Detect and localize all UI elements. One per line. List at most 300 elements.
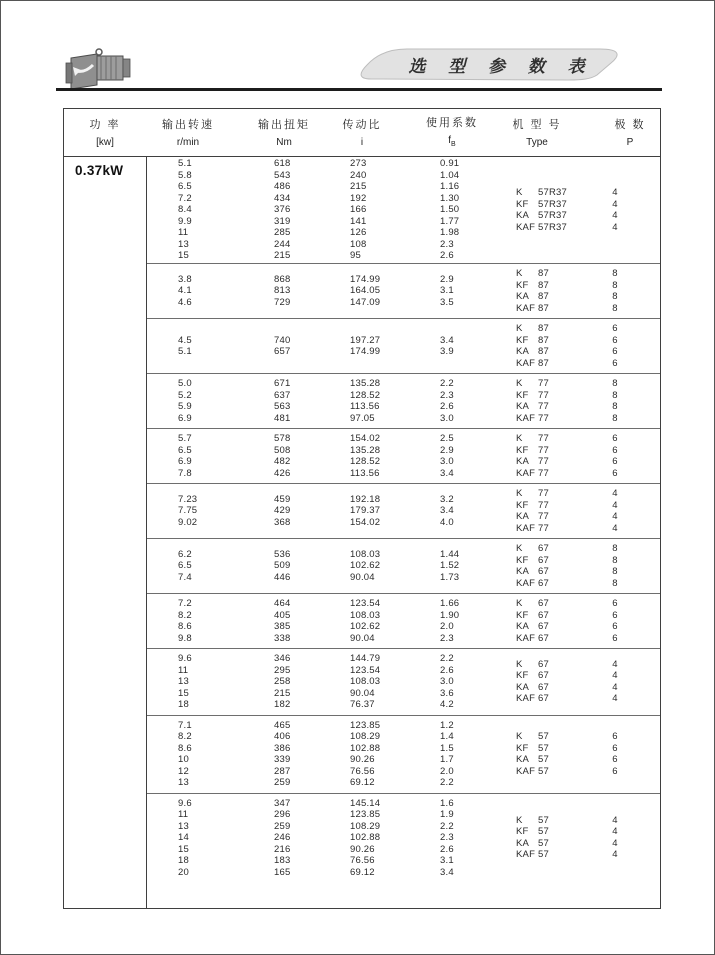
type-prefix: KA — [516, 681, 530, 693]
speed-cell — [178, 594, 192, 648]
speed-value: 6.5 — [178, 444, 192, 456]
ratio-value: 108.03 — [350, 676, 381, 687]
type-prefix: KF — [516, 826, 529, 838]
torque-value: 258 — [274, 676, 291, 687]
type-prefix: KF — [516, 670, 529, 682]
ratio-value: 76.56 — [350, 765, 375, 777]
ratio-value: 135.28 — [350, 378, 381, 389]
poles-cell — [595, 374, 635, 428]
type-size: 57 — [538, 826, 549, 838]
ratio-value: 113.56 — [350, 467, 380, 479]
ratio-value: 102.62 — [350, 621, 381, 632]
poles-value: 4 — [612, 221, 618, 233]
factor-value: 2.2 — [440, 820, 454, 832]
type-cell — [516, 716, 549, 793]
speed-value: 9.8 — [178, 632, 192, 644]
speed-cell — [178, 794, 192, 883]
type-value — [516, 578, 549, 590]
ratio-cell — [350, 157, 366, 263]
type-value — [516, 268, 549, 280]
torque-cell — [274, 157, 290, 263]
type-size: 67 — [538, 577, 549, 589]
torque-cell — [274, 716, 290, 793]
torque-value: 618 — [274, 158, 291, 170]
type-value — [516, 390, 549, 402]
factor-value: 1.9 — [440, 809, 454, 820]
type-size: 77 — [538, 444, 549, 456]
speed-cell — [178, 264, 192, 318]
type-value — [516, 610, 549, 622]
speed-value: 5.9 — [178, 401, 192, 412]
torque-value: 183 — [274, 855, 291, 866]
ratio-value: 113.56 — [350, 401, 380, 412]
col-header-factor — [426, 109, 478, 156]
speed-cell — [178, 319, 192, 373]
factor-value: 3.0 — [440, 412, 454, 424]
type-value — [516, 566, 549, 578]
torque-value: 165 — [274, 866, 291, 878]
type-size: 77 — [538, 488, 549, 499]
factor-value: 2.3 — [440, 389, 454, 401]
type-prefix: KA — [516, 511, 530, 522]
type-size: 57 — [538, 814, 549, 826]
poles-value: 4 — [612, 499, 618, 511]
poles-value: 6 — [612, 323, 618, 334]
poles-value: 8 — [612, 279, 618, 291]
poles-value: 4 — [612, 681, 618, 693]
type-value — [516, 187, 567, 199]
factor-value: 1.66 — [440, 598, 460, 609]
speed-value: 9.9 — [178, 215, 192, 227]
factor-value: 2.2 — [440, 777, 454, 788]
type-prefix: KA — [516, 837, 530, 849]
type-value — [516, 543, 549, 555]
factor-value: 1.16 — [440, 181, 460, 193]
type-prefix: KAF — [516, 221, 536, 233]
gearmotor-photo-icon — [63, 43, 137, 93]
factor-cell — [440, 429, 454, 483]
speed-value: 7.23 — [178, 493, 198, 505]
type-prefix: KF — [516, 742, 529, 754]
factor-value: 3.0 — [440, 676, 454, 687]
type-value — [516, 621, 549, 633]
type-value — [516, 488, 549, 500]
torque-value: 482 — [274, 456, 291, 467]
factor-value: 2.3 — [440, 632, 454, 644]
type-value — [516, 598, 549, 610]
torque-value: 244 — [274, 238, 291, 250]
ratio-value: 108.03 — [350, 609, 381, 621]
type-value — [516, 766, 549, 778]
torque-value: 637 — [274, 389, 291, 401]
poles-value: 4 — [612, 837, 618, 849]
torque-value: 259 — [274, 820, 291, 832]
factor-cell — [440, 264, 454, 318]
speed-value: 6.2 — [178, 548, 192, 560]
ratio-value: 145.14 — [350, 797, 381, 809]
factor-value: 1.73 — [440, 571, 460, 583]
factor-value: 3.4 — [440, 334, 454, 346]
poles-cell — [595, 264, 635, 318]
torque-value: 813 — [274, 285, 291, 297]
torque-value: 347 — [274, 797, 291, 809]
speed-cell — [178, 484, 197, 538]
poles-cell — [595, 157, 635, 263]
type-prefix: KF — [516, 499, 529, 511]
speed-value: 3.8 — [178, 273, 192, 285]
header-rule — [56, 88, 662, 91]
speed-value: 12 — [178, 765, 189, 777]
factor-value: 2.3 — [440, 832, 454, 843]
type-prefix: KA — [516, 456, 530, 467]
type-value — [516, 731, 549, 743]
speed-value: 13 — [178, 238, 189, 250]
type-size: 67 — [538, 632, 549, 644]
type-value — [516, 413, 549, 425]
torque-cell — [274, 649, 290, 715]
factor-value: 1.77 — [440, 215, 460, 227]
type-value — [516, 743, 549, 755]
ratio-value: 108.29 — [350, 731, 381, 742]
torque-value: 578 — [274, 433, 291, 444]
parameter-block — [147, 157, 660, 263]
torque-value: 426 — [274, 467, 291, 479]
torque-value: 405 — [274, 609, 291, 621]
ratio-value: 108.03 — [350, 548, 381, 560]
parameter-block — [147, 793, 660, 883]
type-value — [516, 670, 549, 682]
poles-value: 6 — [612, 334, 618, 346]
ratio-cell — [350, 716, 380, 793]
torque-value: 319 — [274, 215, 291, 227]
poles-value: 6 — [612, 754, 618, 765]
ratio-cell — [350, 374, 380, 428]
factor-value: 2.6 — [440, 664, 454, 676]
factor-value: 1.90 — [440, 609, 460, 621]
torque-value: 386 — [274, 742, 291, 754]
type-cn-label: 机 型 号 — [512, 118, 562, 131]
type-size: 67 — [538, 566, 549, 577]
factor-value: 3.9 — [440, 346, 454, 357]
type-prefix: KA — [516, 291, 530, 302]
type-value — [516, 222, 567, 234]
speed-value: 11 — [178, 809, 189, 820]
speed-value: 7.1 — [178, 719, 192, 731]
type-prefix: KAF — [516, 357, 536, 369]
ratio-value: 174.99 — [350, 346, 381, 357]
type-size: 67 — [538, 670, 549, 682]
torque-cell — [274, 264, 290, 318]
factor-value: 1.6 — [440, 797, 454, 809]
poles-value: 8 — [612, 302, 618, 314]
torque-cell — [274, 374, 290, 428]
torque-value: 216 — [274, 843, 291, 855]
type-value — [516, 826, 549, 838]
ratio-cell — [350, 319, 380, 373]
factor-value: 1.98 — [440, 227, 460, 239]
poles-value: 6 — [612, 731, 618, 742]
speed-value: 11 — [178, 664, 189, 676]
type-size: 67 — [538, 693, 549, 705]
ratio-value: 126 — [350, 227, 367, 239]
ratio-en-label: i — [360, 136, 364, 148]
torque-value: 536 — [274, 548, 291, 560]
poles-cell — [595, 429, 635, 483]
type-size: 77 — [538, 511, 549, 522]
col-header-power — [89, 109, 120, 156]
parameter-block — [147, 538, 660, 593]
torque-value: 563 — [274, 401, 291, 412]
type-prefix: KAF — [516, 467, 536, 479]
speed-value: 13 — [178, 820, 189, 832]
factor-value: 2.6 — [440, 250, 454, 262]
power-column — [64, 157, 147, 908]
ratio-value: 97.05 — [350, 412, 375, 424]
poles-cn-label: 极 数 — [614, 118, 646, 131]
factor-cell — [440, 374, 454, 428]
type-size: 77 — [538, 389, 549, 401]
type-value — [516, 199, 567, 211]
type-prefix: K — [516, 187, 523, 198]
type-value — [516, 849, 549, 861]
type-size: 87 — [538, 357, 549, 369]
type-prefix: KF — [516, 389, 529, 401]
poles-value: 4 — [612, 658, 618, 670]
factor-value: 1.04 — [440, 169, 460, 181]
ratio-value: 192.18 — [350, 493, 381, 505]
type-size: 77 — [538, 467, 549, 479]
ratio-value: 154.02 — [350, 433, 381, 444]
ratio-value: 215 — [350, 181, 367, 193]
torque-value: 740 — [274, 334, 291, 346]
ratio-value: 123.54 — [350, 664, 381, 676]
ratio-value: 76.37 — [350, 699, 375, 710]
factor-cell — [440, 484, 454, 538]
torque-value: 671 — [274, 378, 291, 389]
speed-value: 9.6 — [178, 797, 192, 809]
parameter-block — [147, 715, 660, 793]
poles-value: 6 — [612, 456, 618, 467]
type-prefix: KF — [516, 334, 529, 346]
torque-value: 509 — [274, 560, 291, 572]
factor-value: 3.5 — [440, 296, 454, 308]
speed-cell — [178, 429, 192, 483]
type-size: 67 — [538, 609, 549, 621]
type-value — [516, 303, 549, 315]
ratio-value: 128.52 — [350, 389, 381, 401]
ratio-value: 76.56 — [350, 855, 375, 866]
poles-value: 4 — [612, 814, 618, 826]
ratio-value: 102.88 — [350, 832, 381, 843]
type-prefix: KAF — [516, 577, 536, 589]
ratio-value: 141 — [350, 215, 367, 227]
poles-value: 4 — [612, 488, 618, 499]
torque-value: 459 — [274, 493, 291, 505]
ratio-cell — [350, 794, 380, 883]
type-prefix: KAF — [516, 522, 536, 534]
type-prefix: K — [516, 658, 523, 670]
factor-value: 2.2 — [440, 653, 454, 664]
speed-value: 5.2 — [178, 389, 192, 401]
poles-value: 8 — [612, 543, 618, 554]
ratio-value: 108.29 — [350, 820, 381, 832]
title-banner — [353, 46, 643, 83]
torque-value: 287 — [274, 765, 291, 777]
ratio-cell — [350, 264, 380, 318]
torque-value: 285 — [274, 227, 291, 239]
power-cn-label: 功 率 — [89, 118, 121, 131]
factor-en-label: $f_B$ — [448, 134, 456, 148]
speed-value: 6.5 — [178, 560, 192, 572]
type-size: 57 — [538, 742, 549, 754]
speed-value: 15 — [178, 250, 189, 262]
ratio-value: 69.12 — [350, 777, 375, 788]
factor-value: 3.4 — [440, 467, 454, 479]
type-size: 57R37 — [538, 198, 567, 210]
torque-value: 657 — [274, 346, 291, 357]
poles-value: 4 — [612, 849, 618, 861]
poles-value: 4 — [612, 511, 618, 522]
poles-value: 6 — [612, 765, 618, 777]
factor-value: 3.2 — [440, 493, 454, 505]
factor-value: 1.4 — [440, 731, 454, 742]
torque-value: 246 — [274, 832, 291, 843]
speed-cell — [178, 157, 192, 263]
type-value — [516, 468, 549, 480]
torque-value: 508 — [274, 444, 291, 456]
type-value — [516, 378, 549, 390]
poles-cell — [595, 649, 635, 715]
type-value — [516, 280, 549, 292]
factor-value: 1.7 — [440, 754, 454, 765]
torque-value: 215 — [274, 250, 291, 262]
type-size: 87 — [538, 346, 549, 357]
type-cell — [516, 319, 549, 373]
speed-value: 4.1 — [178, 285, 192, 297]
factor-value: 2.0 — [440, 621, 454, 632]
type-cell — [516, 794, 549, 883]
factor-value: 3.0 — [440, 456, 454, 467]
page-title: 选 型 参 数 表 — [408, 57, 594, 76]
speed-value: 9.6 — [178, 653, 192, 664]
speed-value: 5.1 — [178, 158, 192, 170]
torque-value: 729 — [274, 296, 291, 308]
ratio-value: 174.99 — [350, 273, 381, 285]
speed-cell — [178, 374, 192, 428]
type-cell — [516, 157, 567, 263]
poles-value: 4 — [612, 522, 618, 534]
type-value — [516, 445, 549, 457]
factor-cell — [440, 794, 454, 883]
torque-value: 259 — [274, 777, 291, 788]
col-header-speed — [162, 109, 214, 156]
type-size: 87 — [538, 291, 549, 302]
factor-value: 2.9 — [440, 273, 454, 285]
torque-cn-label: 输出扭矩 — [258, 118, 310, 131]
poles-value: 6 — [612, 357, 618, 369]
factor-value: 3.4 — [440, 505, 454, 517]
torque-value: 346 — [274, 653, 291, 664]
torque-cell — [274, 319, 290, 373]
ratio-value: 164.05 — [350, 285, 381, 297]
ratio-value: 90.04 — [350, 571, 375, 583]
factor-value: 1.52 — [440, 560, 460, 572]
type-prefix: KA — [516, 754, 530, 765]
factor-value: 1.50 — [440, 204, 460, 216]
type-size: 57 — [538, 837, 549, 849]
factor-value: 2.3 — [440, 238, 454, 250]
ratio-value: 102.88 — [350, 742, 381, 754]
torque-cell — [274, 484, 290, 538]
speed-value: 5.0 — [178, 378, 192, 389]
poles-value: 6 — [612, 609, 618, 621]
factor-value: 3.6 — [440, 687, 454, 699]
type-prefix: KAF — [516, 693, 536, 705]
factor-value: 3.1 — [440, 855, 454, 866]
factor-cell — [440, 539, 459, 593]
type-size: 87 — [538, 302, 549, 314]
ratio-value: 128.52 — [350, 456, 381, 467]
ratio-value: 90.04 — [350, 687, 375, 699]
type-size: 77 — [538, 456, 549, 467]
torque-value: 295 — [274, 664, 291, 676]
factor-value: 3.1 — [440, 285, 454, 297]
torque-value: 215 — [274, 687, 291, 699]
speed-value: 6.9 — [178, 412, 192, 424]
type-value — [516, 659, 549, 671]
type-prefix: KA — [516, 346, 530, 357]
torque-cell — [274, 794, 290, 883]
type-prefix: K — [516, 323, 523, 334]
type-prefix: KA — [516, 210, 530, 221]
ratio-cell — [350, 594, 380, 648]
selection-parameter-table — [63, 108, 661, 909]
torque-cell — [274, 429, 290, 483]
type-value — [516, 335, 549, 347]
poles-value: 4 — [612, 198, 618, 210]
type-value — [516, 433, 549, 445]
speed-value: 4.5 — [178, 334, 192, 346]
factor-cell — [440, 716, 454, 793]
power-en-label: [kw] — [96, 136, 114, 148]
type-value — [516, 555, 549, 567]
col-header-type — [512, 109, 561, 156]
type-prefix: KAF — [516, 765, 536, 777]
ratio-value: 123.85 — [350, 809, 381, 820]
type-en-label: Type — [526, 136, 548, 148]
factor-value: 3.4 — [440, 866, 454, 878]
poles-value: 6 — [612, 467, 618, 479]
type-prefix: KAF — [516, 632, 536, 644]
type-size: 87 — [538, 323, 549, 334]
type-prefix: KAF — [516, 302, 536, 314]
speed-cell — [178, 716, 192, 793]
type-value — [516, 838, 549, 850]
torque-cell — [274, 539, 290, 593]
ratio-cn-label: 传动比 — [342, 118, 382, 131]
parameter-block — [147, 648, 660, 715]
poles-value: 6 — [612, 621, 618, 632]
speed-cn-label: 输出转速 — [162, 118, 214, 131]
factor-value: 2.6 — [440, 843, 454, 855]
torque-cell — [274, 594, 290, 648]
type-value — [516, 291, 549, 303]
speed-value: 7.75 — [178, 505, 198, 517]
ratio-value: 108 — [350, 238, 367, 250]
type-prefix: K — [516, 433, 523, 444]
ratio-cell — [350, 539, 380, 593]
parameter-block — [147, 428, 660, 483]
